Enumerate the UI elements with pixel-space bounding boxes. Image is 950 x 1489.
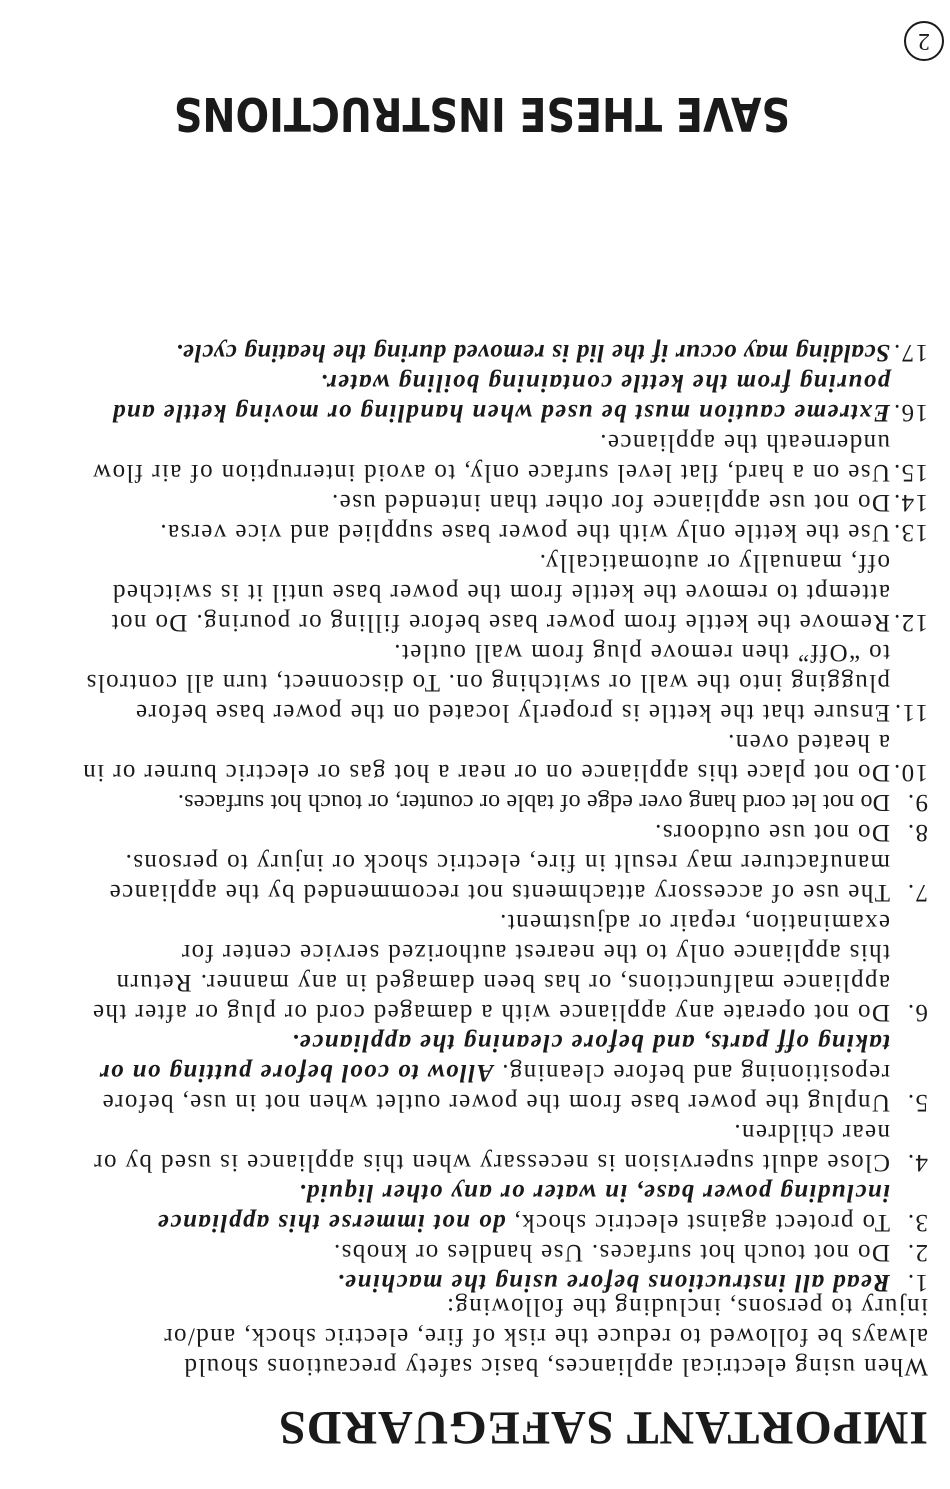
item-number: 16. [892,399,928,426]
item-text: Do not let cord hang over edge of table or counter, or touch hot surfaces. [177,789,890,815]
list-item [68,847,928,907]
item-number: 1. [906,1269,928,1296]
item-emphasis-text: Allow to cool before putting on or taking off parts, and before cleaning the appliance. [98,1029,890,1086]
item-number: 6. [906,999,928,1026]
item-text: Do not use outdoors. [653,819,890,846]
list-item [68,907,928,1027]
list-item [68,547,928,637]
list-item [68,427,928,487]
safeguards-list [68,337,928,1297]
item-text [68,1027,890,1117]
list-item [68,1117,928,1177]
list-item [68,727,928,787]
item-plain-text: To protect against electric shock, [505,1209,890,1236]
item-emphasis-text: do not immerse this appliance including power base, in water or any other liquid. [156,1179,890,1236]
list-item [68,1237,928,1267]
item-text: Do not place this appliance on or near a hot gas or electric burner or in a heated oven. [81,729,890,786]
item-text: Do not use appliance for other than intended use. [330,489,890,516]
list-item [68,787,928,817]
item-text: The use of accessory attachments not recommended by the appliance manufacturer may result in fire, electric shock or injury to persons. [108,849,890,906]
item-number: 17. [892,339,928,366]
item-text: Use the kettle only with the power base supplied and vice versa. [158,519,890,546]
item-text: Do not touch hot surfaces. Use handles or knobs. [332,1239,890,1266]
item-number: 14. [892,489,928,516]
item-number: 12. [892,609,928,636]
item-number: 8. [906,819,928,846]
list-item [68,637,928,727]
item-number: 5. [906,1089,928,1116]
list-item [68,1027,928,1117]
item-plain-text: Unplug the power base from the power outlet when not in use, before repositioning and before cleaning. [101,1059,890,1116]
list-item [68,487,928,517]
list-item [68,517,928,547]
list-item [68,367,928,427]
item-number: 3. [906,1209,928,1236]
page-title: IMPORTANT SAFEGUARDS [278,1401,928,1454]
item-number: 13. [892,519,928,546]
item-number: 11. [893,699,928,726]
list-item [68,1267,928,1297]
list-item [68,1177,928,1237]
item-number: 10. [892,759,928,786]
save-instructions-heading: SAVE THESE INSTRUCTIONS [173,87,790,141]
item-text: Scalding may occur if the lid is removed during the heating cycle. [175,339,890,366]
item-number: 7. [906,879,928,906]
item-number: 9. [906,789,928,816]
item-text [68,1177,890,1237]
intro-paragraph: When using electrical appliances, basic safety precautions should always be followed to reduce the risk of fire, electric shock, and/or injury to persons, including the following: [162,1293,928,1380]
item-text: Remove the kettle from power base before filling or pouring. Do not attempt to remove the kettle from the power base until it is switched off, manually or automatically. [110,549,890,636]
item-text: Close adult supervision is necessary when this appliance is used by or near children. [92,1119,890,1176]
item-number: 4. [906,1149,928,1176]
item-number: 15. [892,459,928,486]
item-text: Extreme caution must be used when handling or moving kettle and pouring from the kettle containing boiling water. [111,369,890,426]
item-text: Ensure that the kettle is properly located on the power base before plugging into the wall or switching on. To disconnect, turn all controls to “Off” then remove plug from wall outlet. [85,639,890,726]
item-text: Read all instructions before using the machine. [335,1269,890,1296]
list-item [68,817,928,847]
item-text: Use on a hard, flat level surface only, to avoid interruption of air flow underneath the appliance. [91,429,890,486]
item-text: Do not operate any appliance with a damaged cord or plug or after the appliance malfunctions, or has been damaged in any manner. Return this appliance only to the nearest authorized service center for examination, repair or adjustment. [91,909,890,1026]
list-item [68,337,928,367]
page-number: 2 [904,21,944,61]
item-number: 2. [906,1239,928,1266]
